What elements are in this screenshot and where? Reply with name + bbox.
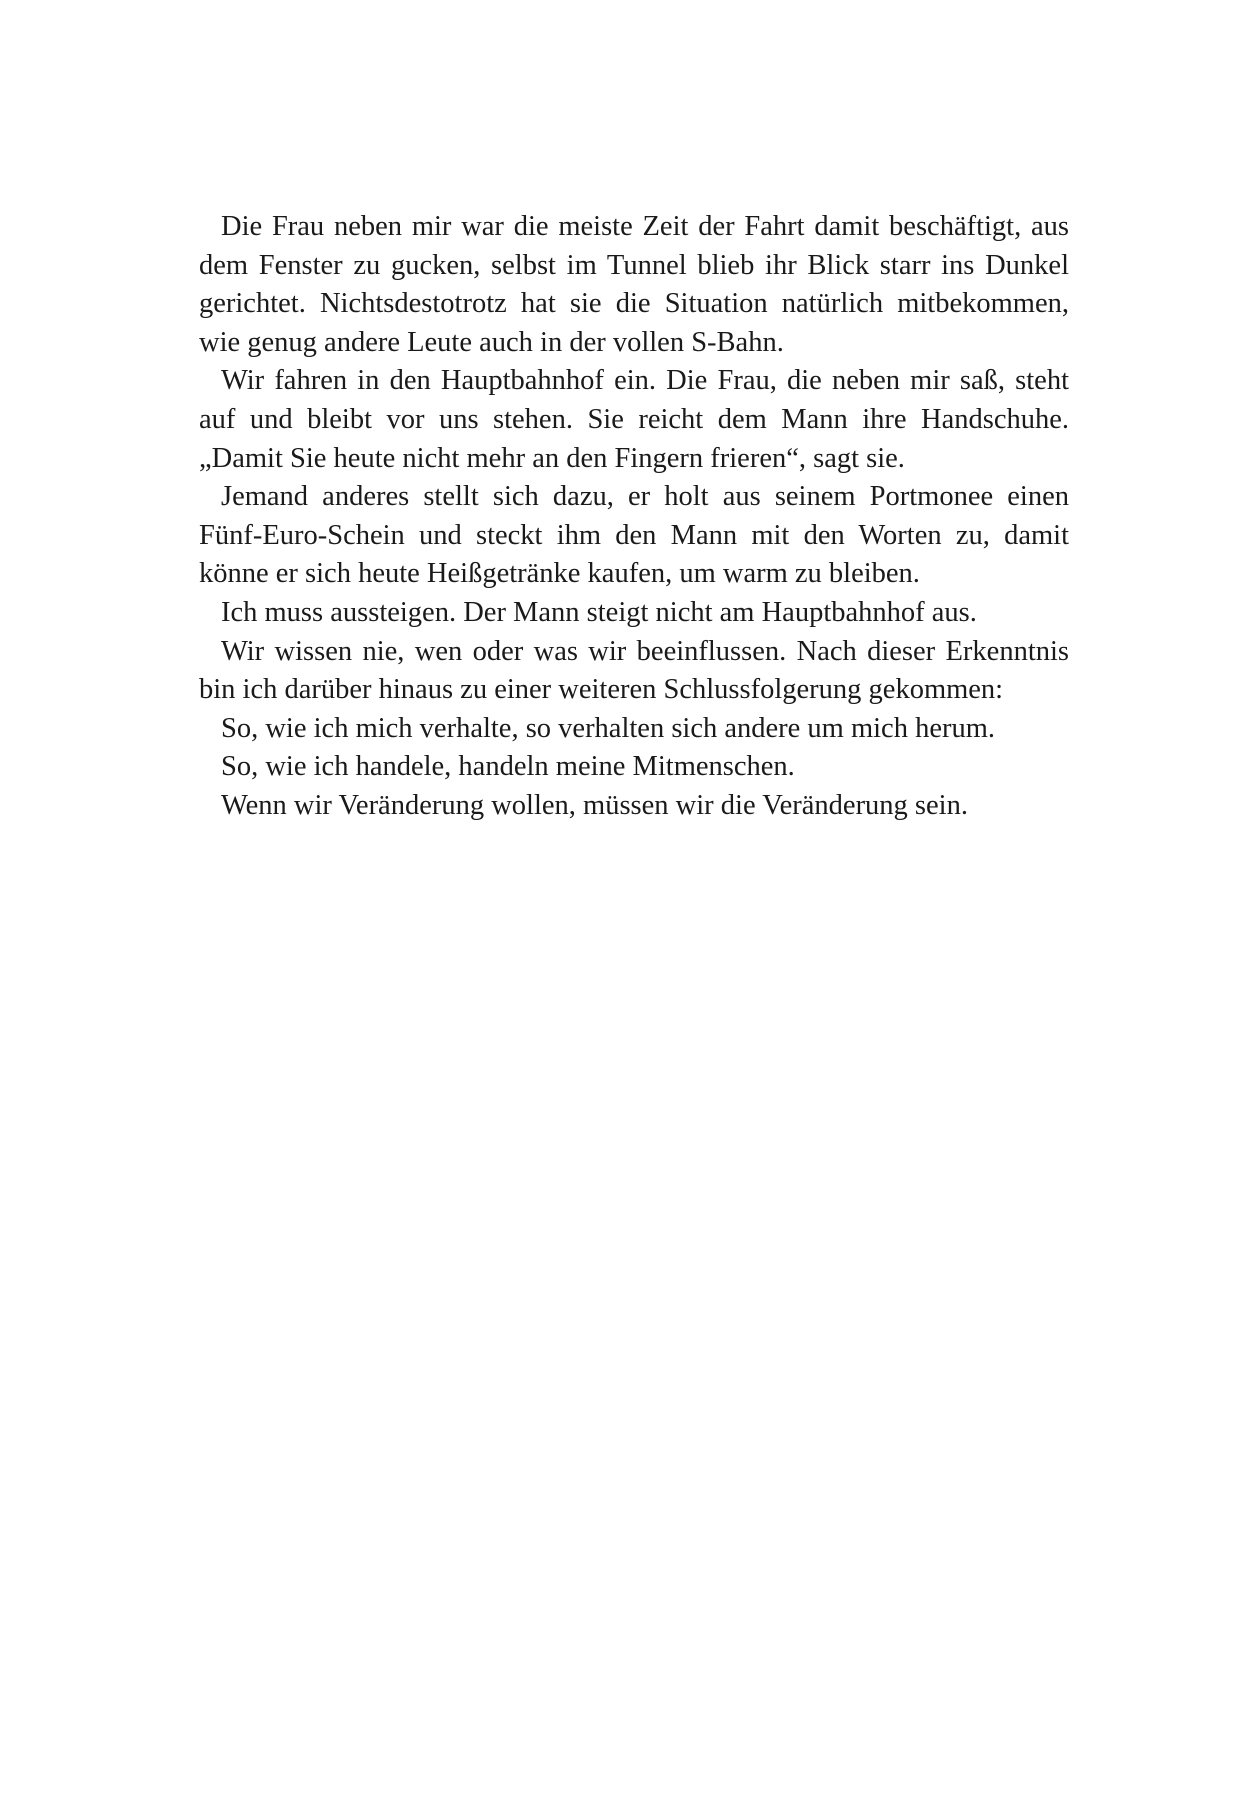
paragraph-7 (199, 748, 1069, 787)
paragraph-1 (199, 208, 1069, 362)
text-line: Wir wissen nie, wen oder was wir beeinflussen. Nach dieser Erkenntnis (221, 635, 1069, 667)
body-text (199, 208, 1069, 826)
text-line: Wenn wir Veränderung wollen, müssen wir die Veränderung sein. (221, 789, 968, 821)
paragraph-2 (199, 362, 1069, 478)
paragraph-6 (199, 710, 1069, 749)
paragraph-4 (199, 594, 1069, 633)
paragraph-5 (199, 633, 1069, 710)
text-line: So, wie ich handele, handeln meine Mitmenschen. (221, 751, 795, 783)
paragraph-8 (199, 787, 1069, 826)
text-line: könne er sich heute Heißgetränke kaufen, um warm zu bleiben. (199, 558, 920, 590)
text-line: Jemand anderes stellt sich dazu, er holt aus seinem Portmonee einen (221, 481, 1069, 513)
paragraph-3 (199, 478, 1069, 594)
text-line: Die Frau neben mir war die meiste Zeit der Fahrt damit beschäftigt, aus (221, 211, 1069, 242)
text-line: „Damit Sie heute nicht mehr an den Fingern frieren“, sagt sie. (199, 442, 905, 474)
text-line: auf und bleibt vor uns stehen. Sie reicht dem Mann ihre Handschuhe. (199, 403, 1069, 435)
text-line: dem Fenster zu gucken, selbst im Tunnel blieb ihr Blick starr ins Dunkel (199, 249, 1069, 281)
text-line: So, wie ich mich verhalte, so verhalten sich andere um mich herum. (221, 712, 996, 744)
text-line: bin ich darüber hinaus zu einer weiteren Schlussfolgerung gekommen: (199, 674, 1004, 706)
text-line: Wir fahren in den Hauptbahnhof ein. Die Frau, die neben mir saß, steht (221, 365, 1069, 397)
text-line: Ich muss aussteigen. Der Mann steigt nicht am Hauptbahnhof aus. (221, 596, 977, 628)
text-line: wie genug andere Leute auch in der vollen S-Bahn. (199, 326, 784, 358)
text-line: gerichtet. Nichtsdestotrotz hat sie die Situation natürlich mitbekommen, (199, 288, 1069, 320)
text-line: Fünf-Euro-Schein und steckt ihm den Mann mit den Worten zu, damit (199, 519, 1069, 551)
